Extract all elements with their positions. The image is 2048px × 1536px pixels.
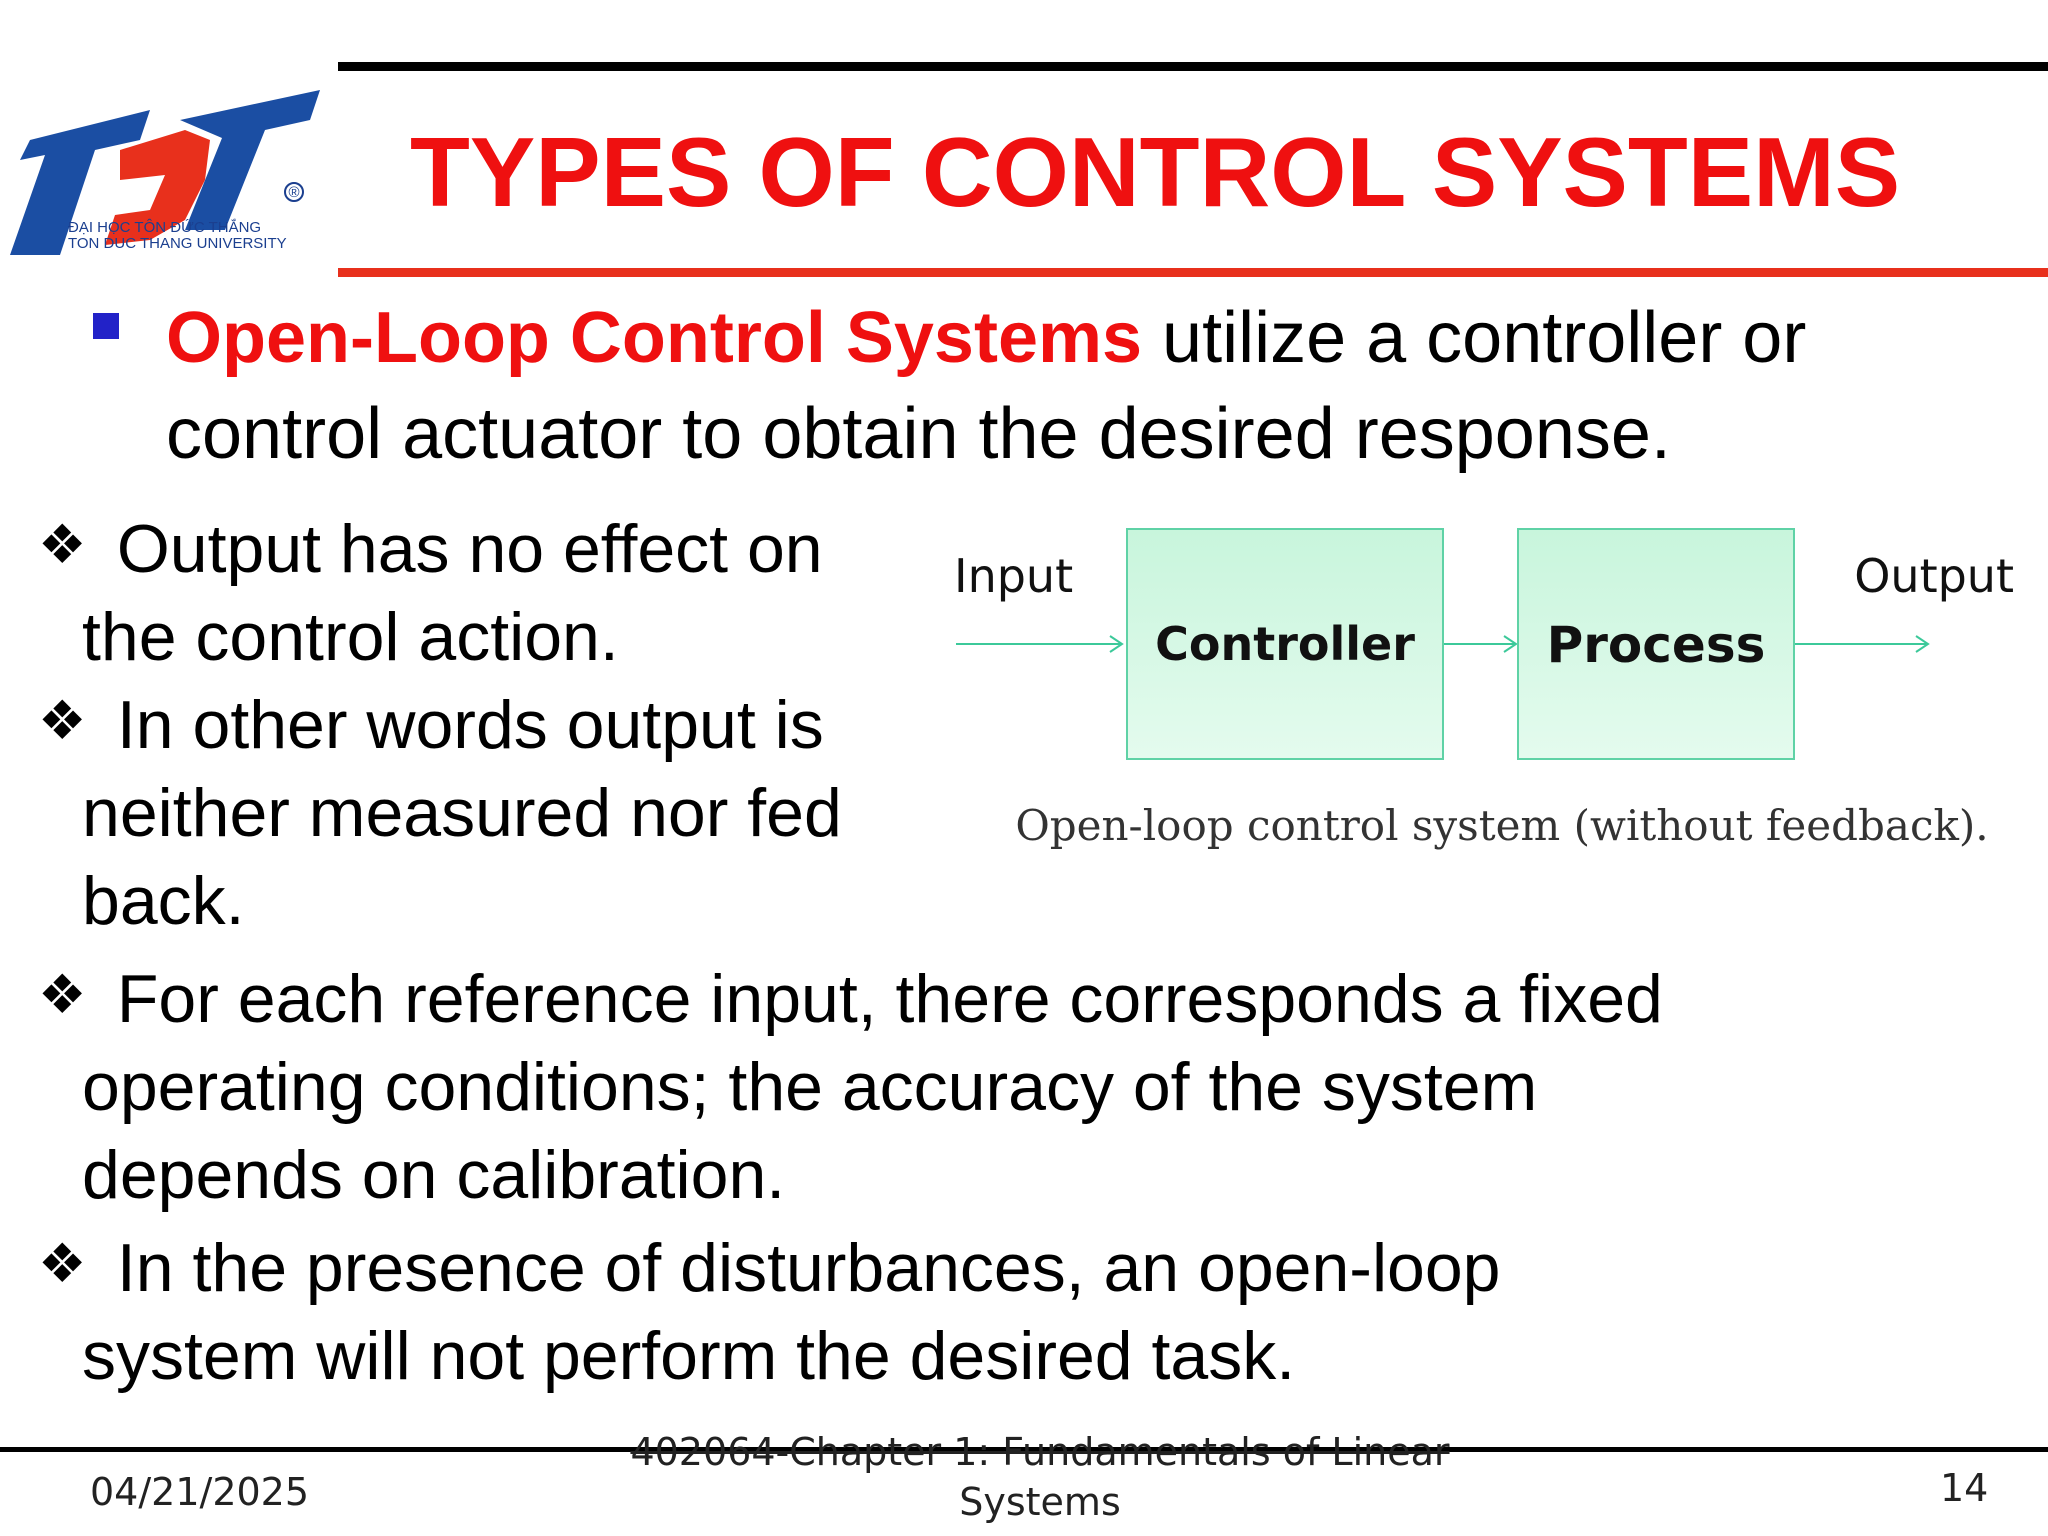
bullet-item: [38, 681, 918, 945]
logo-line-en: TON DUC THANG UNIVERSITY: [68, 235, 287, 252]
footer-course: [620, 1427, 1460, 1527]
process-label: Process: [1546, 616, 1766, 674]
intro-highlight: Open-Loop Control Systems: [166, 298, 1143, 378]
controller-label: Controller: [1155, 617, 1415, 671]
bullet-text-first: In other words output is: [98, 687, 824, 763]
open-loop-diagram: [940, 510, 2040, 890]
bullet-text-first: Output has no effect on: [98, 511, 823, 587]
bullet-text-first: In the presence of disturbances, an open-loop: [98, 1230, 1501, 1306]
header-top-rule: [338, 62, 2048, 71]
bullet-item: [38, 505, 918, 681]
diamond-bullet-icon: ❖: [38, 515, 87, 575]
registered-mark: ®: [288, 184, 300, 201]
bullet-text-rest: operating conditions; the accuracy of the system depends on calibration.: [82, 1049, 1538, 1213]
footer-course-line1: 402064-Chapter 1: Fundamentals of Linear: [630, 1430, 1450, 1474]
diamond-bullet-icon: ❖: [38, 965, 87, 1025]
square-bullet-icon: [93, 313, 119, 339]
diagram-caption: Open-loop control system (without feedback).: [1015, 801, 1989, 850]
bullet-item: [38, 955, 1938, 1219]
intro-text: utilize a controller or control actuator to obtain the desired response.: [166, 298, 1807, 474]
logo-line-vn: ĐẠI HỌC TÔN ĐỨC THẮNG: [68, 219, 262, 236]
page-number: 14: [1940, 1466, 1989, 1510]
header-bottom-rule: [338, 268, 2048, 277]
footer-course-line2: Systems: [959, 1480, 1121, 1524]
diamond-bullet-icon: ❖: [38, 1234, 87, 1294]
diamond-bullet-icon: ❖: [38, 691, 87, 751]
bullet-text-rest: system will not perform the desired task.: [82, 1318, 1296, 1394]
bullet-text-rest: the control action.: [82, 599, 619, 675]
bullet-item: [38, 1224, 1938, 1400]
bullet-text-first: For each reference input, there corresponds a fixed: [98, 961, 1663, 1037]
input-label: Input: [954, 549, 1074, 603]
footer-date: 04/21/2025: [90, 1470, 310, 1514]
slide-title: TYPES OF CONTROL SYSTEMS: [410, 117, 1901, 227]
bullet-text-rest: neither measured nor fed back.: [82, 775, 842, 939]
university-logo: [0, 70, 320, 260]
output-label: Output: [1854, 549, 2014, 603]
intro-paragraph: [166, 290, 2006, 482]
